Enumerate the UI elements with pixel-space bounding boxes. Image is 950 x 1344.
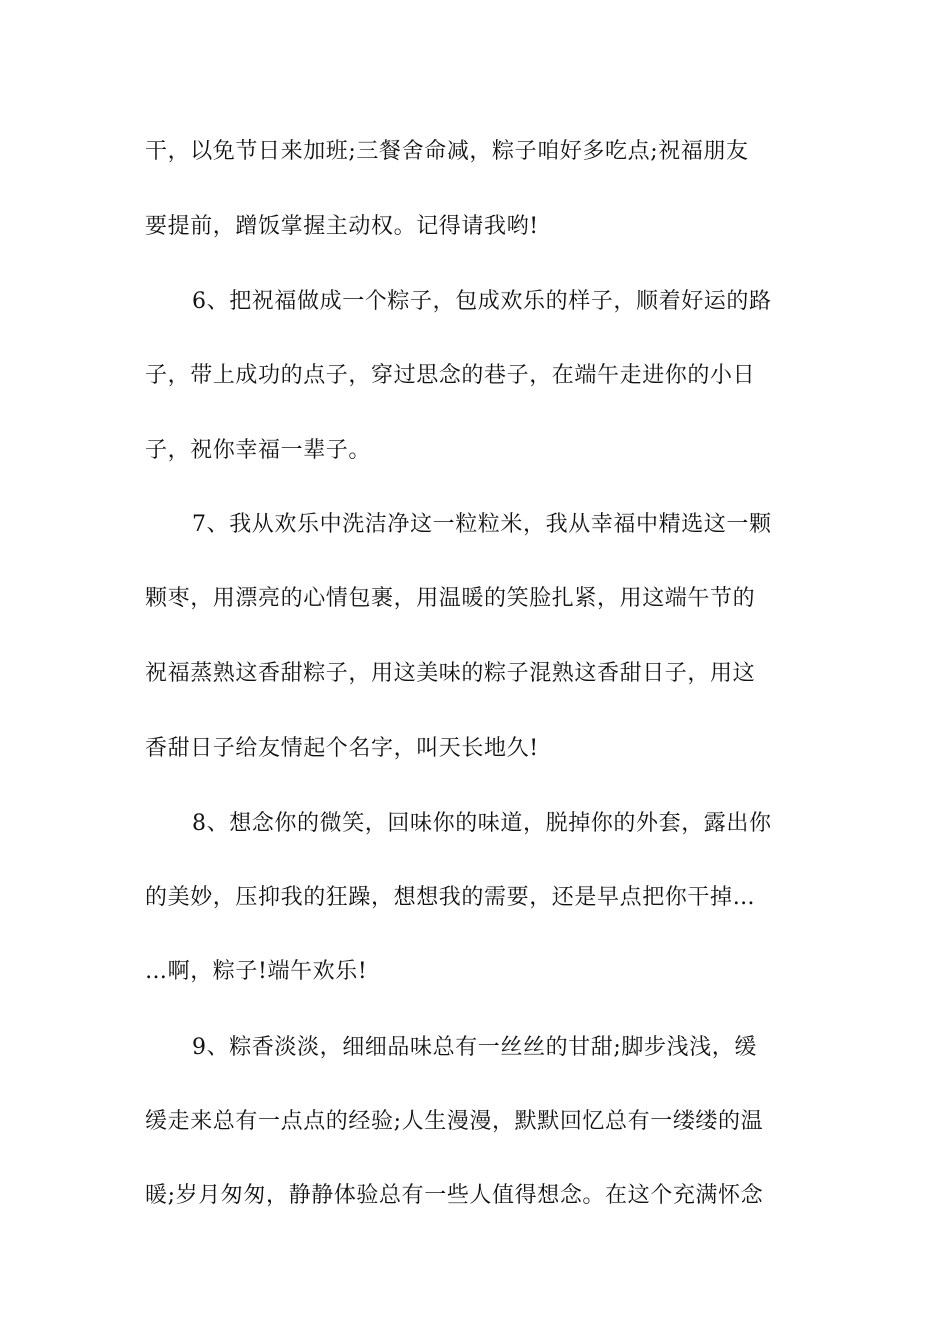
paragraph-line: 子，带上成功的点子，穿过思念的巷子，在端午走进你的小日	[145, 363, 756, 388]
paragraph-line: 暖;岁月匆匆，静静体验总有一些人值得想念。在这个充满怀念	[145, 1183, 764, 1208]
paragraph-line: 干，以免节日来加班;三餐舍命减，粽子咱好多吃点;祝福朋友	[145, 139, 749, 164]
paragraph-line: 颗枣，用漂亮的心情包裹，用温暖的笑脸扎紧，用这端午节的	[145, 586, 756, 611]
paragraph-line: 缓走来总有一点点的经验;人生漫漫，默默回忆总有一缕缕的温	[145, 1109, 764, 1134]
paragraph-line: 8、想念你的微笑，回味你的味道，脱掉你的外套，露出你	[192, 811, 772, 836]
paragraph-line: …啊，粽子!端午欢乐!	[145, 959, 368, 984]
paragraph-line: 的美妙，压抑我的狂躁，想想我的需要，还是早点把你干掉…	[145, 885, 756, 910]
paragraph-line: 子，祝你幸福一辈子。	[145, 438, 372, 463]
paragraph-line: 7、我从欢乐中洗洁净这一粒粒米，我从幸福中精选这一颗	[192, 512, 772, 537]
paragraph-line: 9、粽香淡淡，细细品味总有一丝丝的甘甜;脚步浅浅，缓	[192, 1035, 758, 1060]
paragraph-line: 6、把祝福做成一个粽子，包成欢乐的样子，顺着好运的路	[192, 289, 772, 314]
paragraph-line: 香甜日子给友情起个名字，叫天长地久!	[145, 736, 539, 761]
paragraph-line: 祝福蒸熟这香甜粽子，用这美味的粽子混熟这香甜日子，用这	[145, 661, 756, 686]
paragraph-line: 要提前，蹭饭掌握主动权。记得请我哟!	[145, 214, 539, 239]
